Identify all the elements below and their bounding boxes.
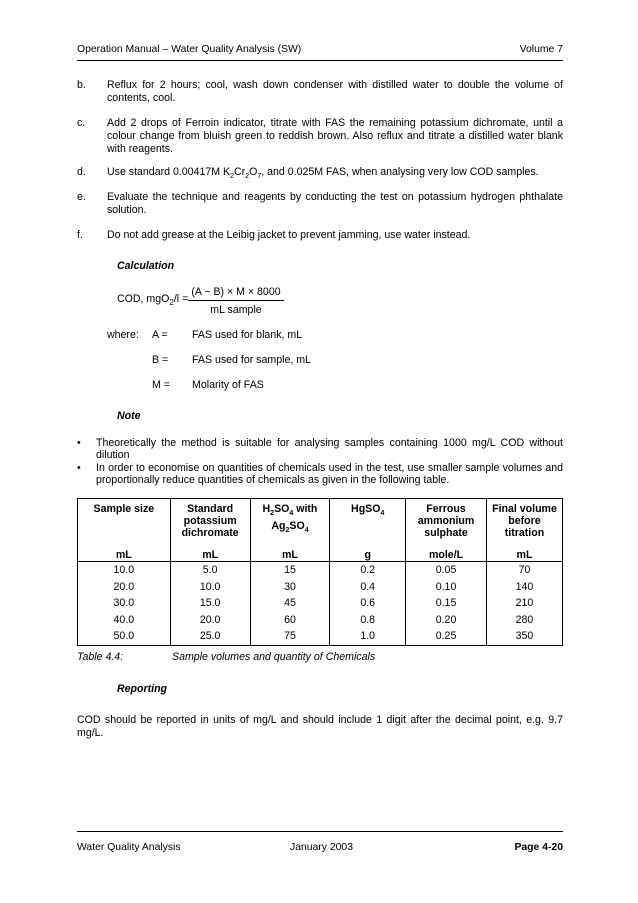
formula-lhs: COD, mgO$_2$/l = xyxy=(117,293,189,308)
table-cell: 45 xyxy=(250,595,330,612)
bullet-icon: • xyxy=(77,437,81,449)
bullet-text: In order to economise on quantities of chemicals used in the test, use smaller sample volumes and proportionally reduce quantities of chemicals as given in the following table. xyxy=(96,462,563,486)
table-cell: 0.6 xyxy=(330,595,406,612)
table-cell: 15 xyxy=(250,562,330,579)
table-row xyxy=(78,595,563,612)
table-cell: 0.20 xyxy=(406,612,487,629)
table-cell: 0.4 xyxy=(330,579,406,596)
header-rule xyxy=(77,60,563,61)
bullet-text: Theoretically the method is suitable for analysing samples containing 1000 mg/L COD without dilution xyxy=(96,437,563,461)
table-cell: 350 xyxy=(486,628,562,645)
definition-symbol: M = xyxy=(152,379,170,391)
unit-cell: mL xyxy=(170,545,250,562)
table-caption-text: Sample volumes and quantity of Chemicals xyxy=(172,651,376,663)
footer-date: January 2003 xyxy=(290,842,353,853)
table-row xyxy=(78,628,563,645)
bullet-icon: • xyxy=(77,462,81,474)
table-cell: 280 xyxy=(486,612,562,629)
step-text: Use standard 0.00417M $K_2Cr_2O_7$, and 0.025M FAS, when analysing very low COD samples. xyxy=(107,166,539,181)
col-header-sample-size: Sample size xyxy=(78,499,171,546)
step-b xyxy=(77,79,563,105)
step-text: Reflux for 2 hours; cool, wash down condenser with distilled water to double the volume of contents, cool. xyxy=(107,79,563,104)
step-label: f. xyxy=(77,229,83,241)
table-cell: 30 xyxy=(250,579,330,596)
col-header-hgso4: HgSO$_4$ xyxy=(330,499,406,546)
definition-text: FAS used for sample, mL xyxy=(192,354,311,366)
header-title: Operation Manual – Water Quality Analysis (SW) xyxy=(77,44,302,55)
definition-text: FAS used for blank, mL xyxy=(192,329,303,341)
table-cell: 70 xyxy=(486,562,562,579)
step-d xyxy=(77,166,563,183)
fraction-bar xyxy=(188,300,284,301)
unit-cell: mL xyxy=(78,545,171,562)
table-cell: 60 xyxy=(250,612,330,629)
table-cell: 5.0 xyxy=(170,562,250,579)
definition-text: Molarity of FAS xyxy=(192,379,264,391)
table-units-row xyxy=(78,545,563,562)
reporting-text: COD should be reported in units of mg/L and should include 1 digit after the decimal point, e.g. 9.7 mg/L. xyxy=(77,714,563,739)
formula-denominator: mL sample xyxy=(210,304,262,316)
table-cell: 10.0 xyxy=(78,562,171,579)
table-cell: 0.2 xyxy=(330,562,406,579)
step-c xyxy=(77,117,563,156)
definition-symbol: A = xyxy=(152,329,168,341)
footer-title: Water Quality Analysis xyxy=(77,842,181,853)
table-cell: 30.0 xyxy=(78,595,171,612)
table-cell: 20.0 xyxy=(78,579,171,596)
step-label: c. xyxy=(77,117,86,129)
col-header-fas: Ferrous ammonium sulphate xyxy=(406,499,487,546)
table-cell: 0.05 xyxy=(406,562,487,579)
step-f xyxy=(77,229,563,242)
table-cell: 210 xyxy=(486,595,562,612)
step-text: Evaluate the technique and reagents by conducting the test on potassium hydrogen phthalate solution. xyxy=(107,191,563,216)
formula-numerator: (A − B) × M × 8000 xyxy=(191,286,281,298)
note-bullet xyxy=(77,462,563,486)
table-row xyxy=(78,562,563,579)
note-heading: Note xyxy=(117,410,141,422)
table-header-row xyxy=(78,499,563,546)
table-cell: 25.0 xyxy=(170,628,250,645)
table-cell: 140 xyxy=(486,579,562,596)
col-header-h2so4: $H_2SO_4$ with $Ag_2SO_4$ xyxy=(250,499,330,546)
header-volume: Volume 7 xyxy=(519,44,563,55)
table-cell: 50.0 xyxy=(78,628,171,645)
table-cell: 1.0 xyxy=(330,628,406,645)
unit-cell: mL xyxy=(250,545,330,562)
step-label: e. xyxy=(77,191,86,203)
step-text: Do not add grease at the Leibig jacket to prevent jamming, use water instead. xyxy=(107,229,471,241)
chemicals-table xyxy=(77,498,563,646)
table-cell: 10.0 xyxy=(170,579,250,596)
col-header-final-volume: Final volume before titration xyxy=(486,499,562,546)
table-cell: 0.10 xyxy=(406,579,487,596)
col-header-dichromate: Standard potassium dichromate xyxy=(170,499,250,546)
unit-cell: g xyxy=(330,545,406,562)
table-row xyxy=(78,579,563,596)
table-caption-label: Table 4.4: xyxy=(77,651,124,663)
note-bullet xyxy=(77,437,563,461)
step-e xyxy=(77,191,563,217)
step-label: d. xyxy=(77,166,86,178)
where-label: where: xyxy=(107,329,139,341)
table-cell: 0.15 xyxy=(406,595,487,612)
page-number: Page 4-20 xyxy=(514,842,563,853)
calculation-heading: Calculation xyxy=(117,260,175,272)
unit-cell: mole/L xyxy=(406,545,487,562)
step-label: b. xyxy=(77,79,86,91)
table-cell: 20.0 xyxy=(170,612,250,629)
definition-symbol: B = xyxy=(152,354,169,366)
table-row xyxy=(78,612,563,629)
table-cell: 15.0 xyxy=(170,595,250,612)
table-cell: 0.8 xyxy=(330,612,406,629)
table-cell: 40.0 xyxy=(78,612,171,629)
unit-cell: mL xyxy=(486,545,562,562)
table-cell: 75 xyxy=(250,628,330,645)
step-text: Add 2 drops of Ferroin indicator, titrate with FAS the remaining potassium dichromate, until a colour change from bluish green to reddish brown. Also reflux and titrate a distilled water blank with reagents. xyxy=(107,117,563,155)
reporting-heading: Reporting xyxy=(117,683,168,695)
table-cell: 0.25 xyxy=(406,628,487,645)
footer-rule xyxy=(77,831,563,832)
